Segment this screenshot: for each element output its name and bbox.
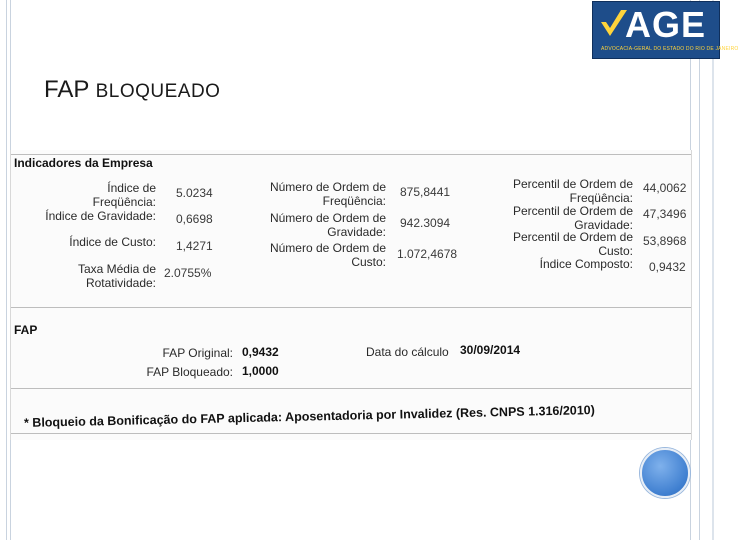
numero-gravidade-value: 942.3094 (400, 216, 451, 230)
bloqueio-note: * Bloqueio da Bonificação do FAP aplicada: Aposentadoria por Invalidez (Res. CNPS 1.316/2010) (23, 403, 595, 430)
percentil-gravidade-value: 47,3496 (643, 207, 687, 221)
data-calculo-value: 30/09/2014 (460, 343, 521, 357)
divider (11, 388, 691, 389)
taxa-rotatividade-label-1: Taxa Média de (77, 262, 156, 276)
percentil-gravidade-label-2: Gravidade: (574, 218, 633, 232)
percentil-custo-label-2: Custo: (598, 244, 633, 258)
decorative-circle (640, 448, 690, 498)
fap-report-scan (10, 150, 692, 440)
indice-gravidade-value: 0,6698 (176, 212, 213, 226)
fap-original-value: 0,9432 (242, 345, 279, 359)
indice-composto-value: 0,9432 (649, 260, 686, 274)
numero-custo-label-1: Número de Ordem de (269, 241, 386, 255)
numero-custo-value: 1.072,4678 (397, 247, 458, 261)
divider (11, 433, 691, 434)
numero-frequencia-label-2: Freqüência: (322, 194, 386, 208)
percentil-frequencia-label-1: Percentil de Ordem de (512, 177, 633, 191)
divider (11, 307, 691, 308)
taxa-rotatividade-label-2: Rotatividade: (85, 276, 156, 290)
indice-frequencia-value: 5.0234 (176, 186, 213, 200)
indice-frequencia-label-2: Freqüência: (92, 195, 156, 209)
fap-heading: FAP (14, 323, 38, 337)
indice-frequencia-label-1: Índice de (107, 181, 156, 195)
indice-custo-label: Índice de Custo: (69, 235, 156, 249)
data-calculo-label: Data do cálculo (366, 345, 449, 359)
indice-gravidade-label: Índice de Gravidade: (45, 209, 156, 223)
percentil-frequencia-label-2: Freqüência: (569, 191, 633, 205)
indice-custo-value: 1,4271 (176, 239, 213, 253)
numero-frequencia-value: 875,8441 (400, 185, 451, 199)
slide-title (44, 76, 220, 104)
slide-title-small: BLOQUEADO (95, 81, 221, 102)
right-rail-stripe (712, 0, 714, 540)
numero-gravidade-label-1: Número de Ordem de (269, 211, 386, 225)
percentil-gravidade-label-1: Percentil de Ordem de (512, 204, 633, 218)
percentil-frequencia-value: 44,0062 (643, 181, 687, 195)
divider (11, 154, 691, 155)
indice-composto-label: Índice Composto: (539, 257, 633, 271)
numero-frequencia-label-1: Número de Ordem de (269, 180, 386, 194)
fap-bloqueado-label: FAP Bloqueado: (146, 365, 233, 379)
percentil-custo-value: 53,8968 (643, 234, 687, 248)
fap-original-label: FAP Original: (162, 346, 233, 360)
numero-gravidade-label-2: Gravidade: (327, 225, 386, 239)
logo-text: AGE (625, 4, 707, 45)
percentil-custo-label-1: Percentil de Ordem de (512, 230, 633, 244)
age-logo (592, 1, 739, 59)
numero-custo-label-2: Custo: (351, 255, 386, 269)
fap-bloqueado-value: 1,0000 (242, 364, 279, 378)
slide-title-big: FAP (44, 76, 89, 103)
logo-subtitle: ADVOCACIA-GERAL DO ESTADO DO RIO DE JANEIRO (601, 46, 739, 52)
taxa-rotatividade-value: 2.0755% (164, 266, 212, 280)
indicadores-heading: Indicadores da Empresa (14, 156, 153, 170)
